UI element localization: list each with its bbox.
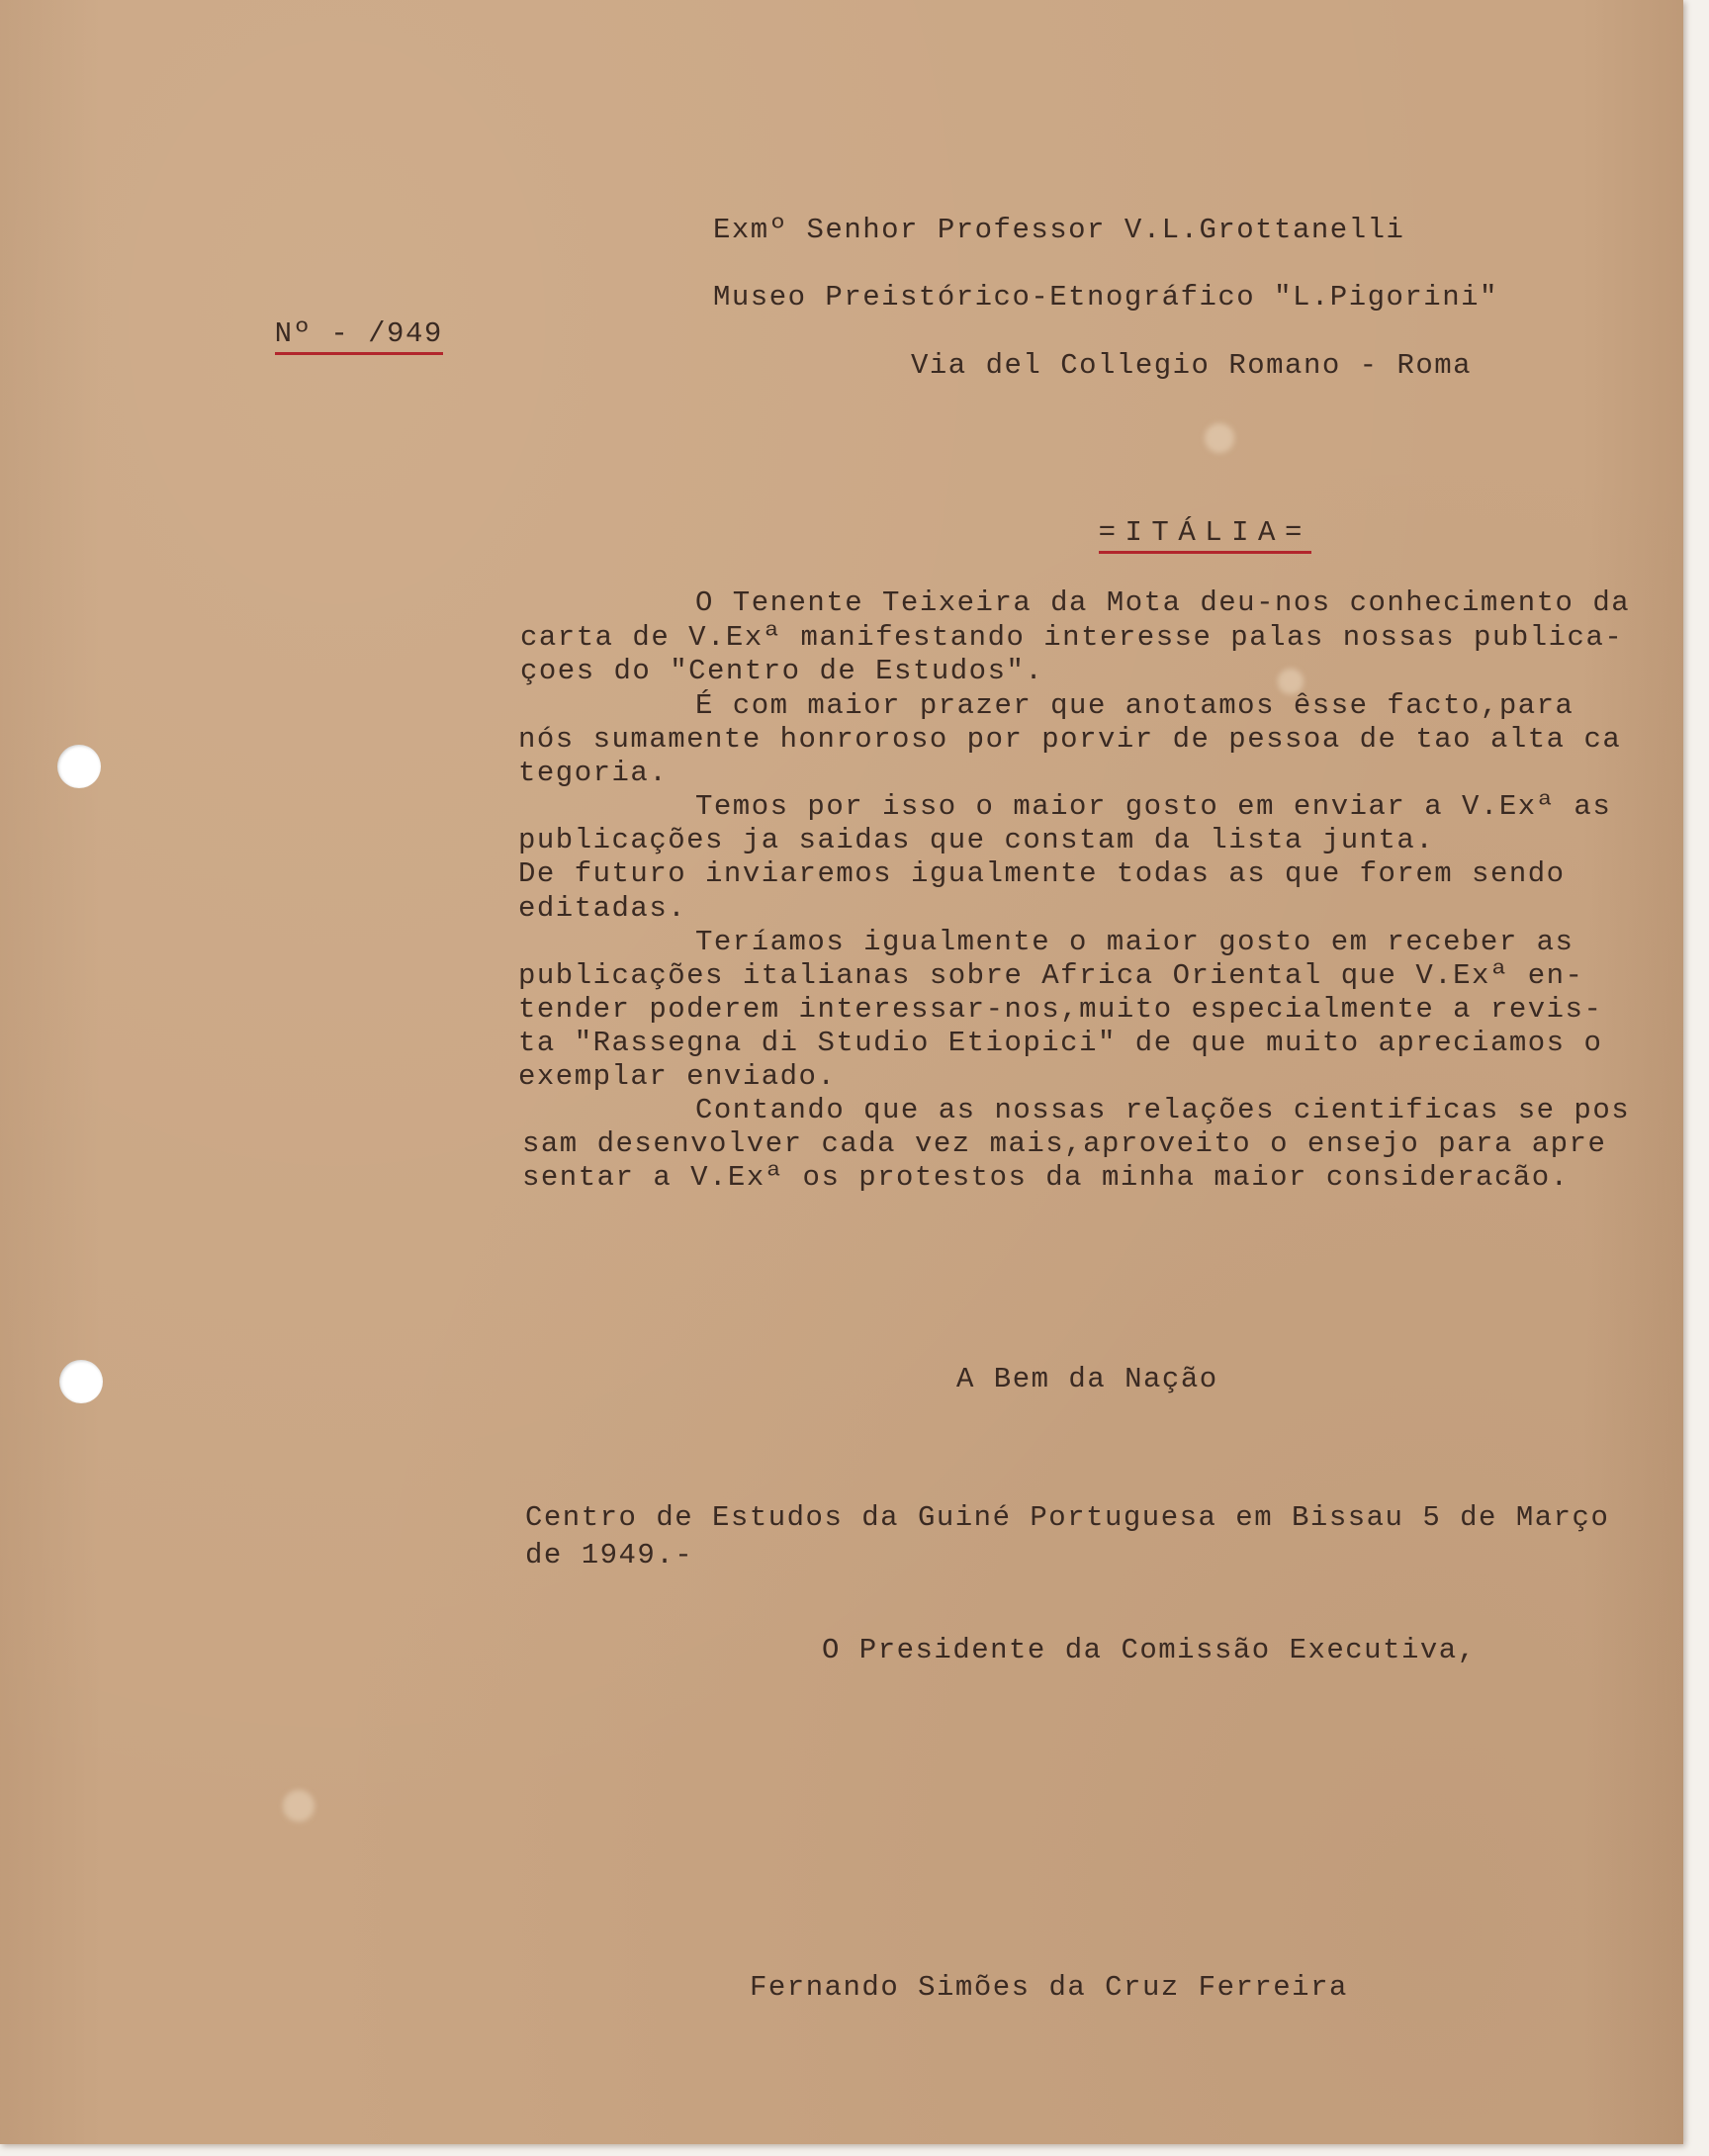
body-line: nós sumamente honroroso por porvir de pessoa de tao alta ca bbox=[518, 723, 1622, 756]
signatory-name: Fernando Simões da Cruz Ferreira bbox=[750, 1971, 1348, 2004]
body-line: publicações italianas sobre Africa Oriental que V.Exª en- bbox=[518, 959, 1584, 992]
body-line: ta "Rassegna di Studio Etiopici" de que muito apreciamos o bbox=[518, 1027, 1603, 1059]
addressee-line-3: Via del Collegio Romano - Roma bbox=[911, 349, 1473, 382]
body-line: carta de V.Exª manifestando interesse palas nossas publica- bbox=[520, 621, 1624, 654]
paper-stain bbox=[1205, 423, 1234, 453]
reference-number-text: Nº - /949 bbox=[275, 317, 443, 355]
body-line: Teríamos igualmente o maior gosto em receber as bbox=[695, 926, 1574, 958]
place-date-line-1: Centro de Estudos da Guiné Portuguesa em Bissau 5 de Março bbox=[525, 1501, 1610, 1534]
body-line: É com maior prazer que anotamos êsse facto,para bbox=[695, 689, 1574, 722]
body-line: Contando que as nossas relações cientificas se pos bbox=[695, 1094, 1631, 1126]
signatory-title: O Presidente da Comissão Executiva, bbox=[822, 1634, 1477, 1666]
punch-hole-top bbox=[57, 745, 101, 788]
body-line: exemplar enviado. bbox=[518, 1060, 837, 1093]
body-line: sam desenvolver cada vez mais,aproveito o ensejo para apre bbox=[522, 1127, 1607, 1160]
punch-hole-bottom bbox=[59, 1360, 103, 1403]
body-line: tegoria. bbox=[518, 757, 669, 789]
body-line: çoes do "Centro de Estudos". bbox=[520, 655, 1044, 687]
body-line: tender poderem interessar-nos,muito especialmente a revis- bbox=[518, 993, 1603, 1026]
body-line: O Tenente Teixeira da Mota deu-nos conhecimento da bbox=[695, 586, 1631, 619]
country-heading-text: =ITÁLIA= bbox=[1099, 516, 1311, 554]
place-date-line-2: de 1949.- bbox=[525, 1539, 694, 1572]
closing-motto: A Bem da Nação bbox=[956, 1363, 1218, 1395]
body-line: sentar a V.Exª os protestos da minha maior consideracão. bbox=[522, 1161, 1570, 1194]
addressee-line-1: Exmº Senhor Professor V.L.Grottanelli bbox=[713, 214, 1405, 246]
body-line: Temos por isso o maior gosto em enviar a V.Exª as bbox=[695, 790, 1612, 823]
paper-stain bbox=[283, 1790, 315, 1822]
reference-number bbox=[200, 284, 443, 385]
addressee-line-2: Museo Preistórico-Etnográfico "L.Pigorini" bbox=[713, 281, 1498, 314]
body-line: editadas. bbox=[518, 892, 687, 925]
body-line: De futuro inviaremos igualmente todas as que forem sendo bbox=[518, 857, 1566, 890]
country-heading bbox=[992, 483, 1311, 584]
body-line: publicações ja saidas que constam da lista junta. bbox=[518, 824, 1435, 856]
